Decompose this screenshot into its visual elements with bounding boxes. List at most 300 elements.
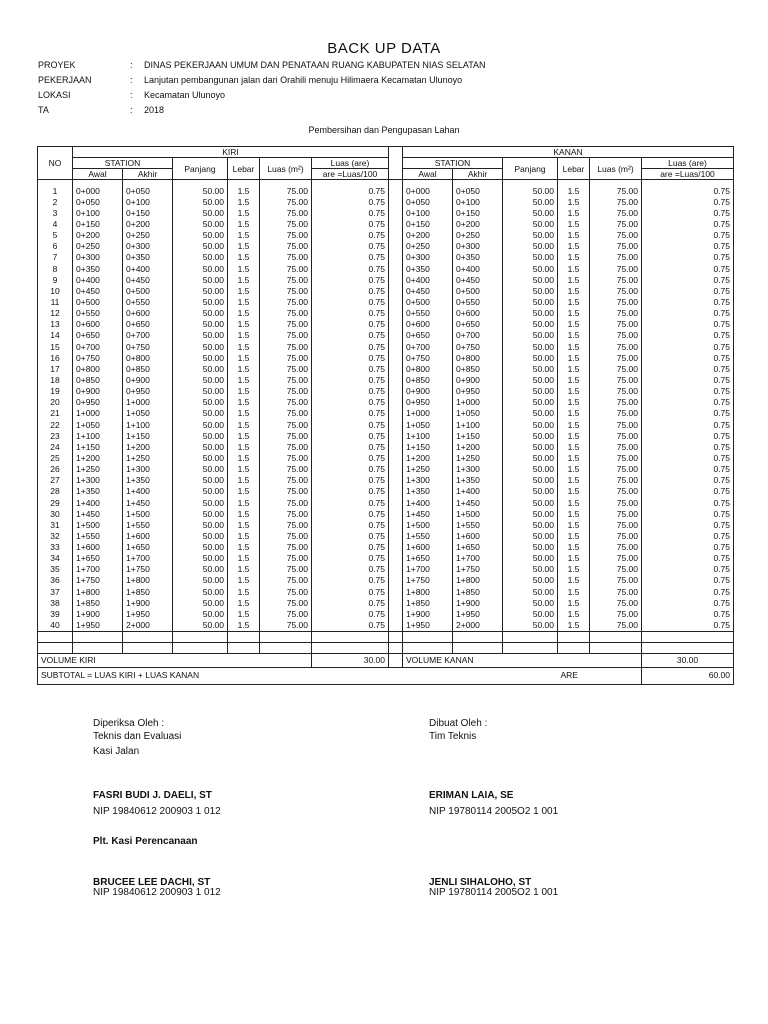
cell-lebar: 1.5 bbox=[228, 186, 260, 197]
cell-lebar: 1.5 bbox=[558, 431, 590, 442]
cell-awal: 1+750 bbox=[73, 575, 123, 586]
cell-akhir: 1+550 bbox=[453, 520, 503, 531]
cell-awal: 1+850 bbox=[73, 598, 123, 609]
cell-panjang: 50.00 bbox=[503, 319, 558, 330]
cell-are: 0.75 bbox=[642, 442, 734, 453]
cell-no: 17 bbox=[38, 364, 73, 375]
cell-panjang: 50.00 bbox=[173, 520, 228, 531]
cell-awal: 1+950 bbox=[73, 620, 123, 632]
cell-no: 24 bbox=[38, 442, 73, 453]
cell-awal: 0+950 bbox=[403, 397, 453, 408]
cell-lebar: 1.5 bbox=[558, 219, 590, 230]
cell-awal: 1+650 bbox=[403, 553, 453, 564]
cell-panjang: 50.00 bbox=[503, 286, 558, 297]
cell-luas: 75.00 bbox=[260, 341, 312, 352]
cell-luas: 75.00 bbox=[260, 230, 312, 241]
cell-lebar: 1.5 bbox=[228, 353, 260, 364]
cell-akhir: 1+250 bbox=[453, 453, 503, 464]
cell-are: 0.75 bbox=[642, 575, 734, 586]
cell-akhir: 0+350 bbox=[123, 252, 173, 263]
cell-no: 36 bbox=[38, 575, 73, 586]
cell-no: 15 bbox=[38, 341, 73, 352]
meta-value: Kecamatan Ulunoyo bbox=[144, 90, 226, 100]
cell-awal: 1+350 bbox=[73, 486, 123, 497]
cell-panjang: 50.00 bbox=[503, 598, 558, 609]
cell-no: 34 bbox=[38, 553, 73, 564]
cell-akhir: 1+850 bbox=[453, 587, 503, 598]
cell-akhir: 1+950 bbox=[123, 609, 173, 620]
cell-lebar: 1.5 bbox=[558, 509, 590, 520]
cell-panjang: 50.00 bbox=[173, 564, 228, 575]
cell-are: 0.75 bbox=[642, 219, 734, 230]
cell-awal: 0+500 bbox=[403, 297, 453, 308]
cell-lebar: 1.5 bbox=[558, 364, 590, 375]
cell-awal: 0+750 bbox=[403, 353, 453, 364]
cell-akhir: 1+400 bbox=[123, 486, 173, 497]
volume-kanan-label: VOLUME KANAN bbox=[403, 653, 642, 667]
cell-are: 0.75 bbox=[312, 609, 389, 620]
cell-awal: 0+250 bbox=[73, 241, 123, 252]
cell-panjang: 50.00 bbox=[503, 497, 558, 508]
cell-are: 0.75 bbox=[642, 275, 734, 286]
cell-akhir: 1+650 bbox=[123, 542, 173, 553]
cell-akhir: 0+900 bbox=[123, 375, 173, 386]
cell-no: 11 bbox=[38, 297, 73, 308]
cell-lebar: 1.5 bbox=[228, 319, 260, 330]
cell-no: 25 bbox=[38, 453, 73, 464]
cell-akhir: 1+950 bbox=[453, 609, 503, 620]
cell-are: 0.75 bbox=[642, 197, 734, 208]
header-station: STATION bbox=[403, 158, 503, 169]
meta-colon: : bbox=[130, 60, 133, 70]
cell-akhir: 1+100 bbox=[123, 419, 173, 430]
cell-are: 0.75 bbox=[312, 197, 389, 208]
cell-are: 0.75 bbox=[312, 442, 389, 453]
cell-are: 0.75 bbox=[312, 553, 389, 564]
cell-lebar: 1.5 bbox=[228, 364, 260, 375]
cell-panjang: 50.00 bbox=[503, 609, 558, 620]
cell-no: 33 bbox=[38, 542, 73, 553]
cell-are: 0.75 bbox=[642, 464, 734, 475]
cell-awal: 1+100 bbox=[403, 431, 453, 442]
cell-awal: 0+350 bbox=[403, 263, 453, 274]
cell-no: 9 bbox=[38, 275, 73, 286]
cell-luas: 75.00 bbox=[590, 553, 642, 564]
cell-luas: 75.00 bbox=[590, 431, 642, 442]
cell-are: 0.75 bbox=[312, 620, 389, 632]
cell-are: 0.75 bbox=[642, 587, 734, 598]
cell-akhir: 1+750 bbox=[123, 564, 173, 575]
cell-lebar: 1.5 bbox=[558, 520, 590, 531]
cell-awal: 1+450 bbox=[403, 509, 453, 520]
cell-luas: 75.00 bbox=[260, 219, 312, 230]
cell-panjang: 50.00 bbox=[503, 208, 558, 219]
cell-awal: 0+050 bbox=[73, 197, 123, 208]
cell-luas: 75.00 bbox=[260, 620, 312, 632]
cell-akhir: 0+450 bbox=[453, 275, 503, 286]
cell-no: 18 bbox=[38, 375, 73, 386]
cell-panjang: 50.00 bbox=[173, 208, 228, 219]
cell-luas: 75.00 bbox=[260, 564, 312, 575]
header-panjang: Panjang bbox=[173, 158, 228, 180]
cell-awal: 0+350 bbox=[73, 263, 123, 274]
cell-lebar: 1.5 bbox=[228, 219, 260, 230]
cell-no: 10 bbox=[38, 286, 73, 297]
cell-lebar: 1.5 bbox=[558, 587, 590, 598]
cell-akhir: 0+350 bbox=[453, 252, 503, 263]
cell-are: 0.75 bbox=[642, 542, 734, 553]
cell-luas: 75.00 bbox=[590, 186, 642, 197]
cell-panjang: 50.00 bbox=[173, 275, 228, 286]
cell-akhir: 0+850 bbox=[123, 364, 173, 375]
cell-luas: 75.00 bbox=[590, 598, 642, 609]
header-kanan: KANAN bbox=[403, 147, 734, 158]
cell-awal: 1+400 bbox=[73, 497, 123, 508]
cell-akhir: 0+150 bbox=[123, 208, 173, 219]
cell-lebar: 1.5 bbox=[228, 475, 260, 486]
cell-panjang: 50.00 bbox=[503, 509, 558, 520]
cell-lebar: 1.5 bbox=[228, 252, 260, 263]
cell-panjang: 50.00 bbox=[173, 442, 228, 453]
cell-akhir: 1+800 bbox=[123, 575, 173, 586]
cell-luas: 75.00 bbox=[590, 208, 642, 219]
cell-awal: 0+300 bbox=[73, 252, 123, 263]
cell-panjang: 50.00 bbox=[173, 241, 228, 252]
cell-luas: 75.00 bbox=[260, 408, 312, 419]
cell-panjang: 50.00 bbox=[173, 431, 228, 442]
cell-panjang: 50.00 bbox=[503, 419, 558, 430]
cell-luas: 75.00 bbox=[260, 375, 312, 386]
cell-no: 27 bbox=[38, 475, 73, 486]
cell-akhir: 0+050 bbox=[123, 186, 173, 197]
header-are-formula: are =Luas/100 bbox=[312, 169, 389, 180]
cell-luas: 75.00 bbox=[260, 475, 312, 486]
checked-by-label: Diperiksa Oleh : bbox=[93, 718, 165, 729]
cell-panjang: 50.00 bbox=[503, 341, 558, 352]
cell-lebar: 1.5 bbox=[558, 464, 590, 475]
cell-lebar: 1.5 bbox=[558, 263, 590, 274]
cell-lebar: 1.5 bbox=[228, 375, 260, 386]
cell-awal: 1+050 bbox=[73, 419, 123, 430]
cell-awal: 1+700 bbox=[403, 564, 453, 575]
cell-lebar: 1.5 bbox=[228, 553, 260, 564]
cell-lebar: 1.5 bbox=[228, 520, 260, 531]
cell-are: 0.75 bbox=[312, 263, 389, 274]
cell-panjang: 50.00 bbox=[173, 219, 228, 230]
cell-akhir: 1+200 bbox=[123, 442, 173, 453]
cell-akhir: 1+750 bbox=[453, 564, 503, 575]
cell-awal: 0+650 bbox=[403, 330, 453, 341]
document-title: BACK UP DATA bbox=[327, 40, 441, 57]
cell-luas: 75.00 bbox=[590, 319, 642, 330]
cell-akhir: 1+800 bbox=[453, 575, 503, 586]
cell-are: 0.75 bbox=[312, 509, 389, 520]
cell-akhir: 0+500 bbox=[123, 286, 173, 297]
cell-luas: 75.00 bbox=[260, 308, 312, 319]
cell-awal: 0+750 bbox=[73, 353, 123, 364]
cell-luas: 75.00 bbox=[590, 197, 642, 208]
cell-luas: 75.00 bbox=[590, 397, 642, 408]
cell-panjang: 50.00 bbox=[503, 397, 558, 408]
cell-lebar: 1.5 bbox=[228, 386, 260, 397]
cell-luas: 75.00 bbox=[260, 497, 312, 508]
cell-awal: 0+150 bbox=[403, 219, 453, 230]
cell-lebar: 1.5 bbox=[558, 252, 590, 263]
cell-luas: 75.00 bbox=[590, 464, 642, 475]
cell-lebar: 1.5 bbox=[228, 241, 260, 252]
cell-are: 0.75 bbox=[312, 564, 389, 575]
cell-luas: 75.00 bbox=[590, 542, 642, 553]
cell-panjang: 50.00 bbox=[173, 408, 228, 419]
cell-are: 0.75 bbox=[642, 419, 734, 430]
cell-are: 0.75 bbox=[642, 241, 734, 252]
cell-panjang: 50.00 bbox=[173, 286, 228, 297]
cell-luas: 75.00 bbox=[590, 609, 642, 620]
cell-luas: 75.00 bbox=[260, 598, 312, 609]
cell-are: 0.75 bbox=[312, 598, 389, 609]
cell-are: 0.75 bbox=[312, 542, 389, 553]
cell-lebar: 1.5 bbox=[228, 341, 260, 352]
cell-panjang: 50.00 bbox=[173, 308, 228, 319]
cell-lebar: 1.5 bbox=[558, 408, 590, 419]
cell-are: 0.75 bbox=[642, 252, 734, 263]
cell-lebar: 1.5 bbox=[558, 330, 590, 341]
cell-awal: 0+100 bbox=[403, 208, 453, 219]
cell-luas: 75.00 bbox=[590, 252, 642, 263]
cell-lebar: 1.5 bbox=[558, 341, 590, 352]
cell-panjang: 50.00 bbox=[173, 453, 228, 464]
cell-are: 0.75 bbox=[312, 575, 389, 586]
cell-panjang: 50.00 bbox=[173, 364, 228, 375]
meta-label: PEKERJAAN bbox=[38, 75, 92, 85]
cell-lebar: 1.5 bbox=[558, 375, 590, 386]
cell-are: 0.75 bbox=[642, 375, 734, 386]
cell-panjang: 50.00 bbox=[173, 542, 228, 553]
cell-awal: 0+200 bbox=[403, 230, 453, 241]
cell-luas: 75.00 bbox=[260, 186, 312, 197]
volume-kiri-label: VOLUME KIRI bbox=[38, 653, 312, 667]
cell-are: 0.75 bbox=[642, 475, 734, 486]
cell-awal: 1+900 bbox=[403, 609, 453, 620]
cell-are: 0.75 bbox=[312, 275, 389, 286]
cell-luas: 75.00 bbox=[260, 241, 312, 252]
cell-are: 0.75 bbox=[642, 319, 734, 330]
cell-panjang: 50.00 bbox=[173, 375, 228, 386]
cell-awal: 0+450 bbox=[403, 286, 453, 297]
cell-akhir: 0+850 bbox=[453, 364, 503, 375]
cell-lebar: 1.5 bbox=[228, 297, 260, 308]
cell-panjang: 50.00 bbox=[173, 419, 228, 430]
cell-awal: 0+400 bbox=[403, 275, 453, 286]
cell-awal: 1+500 bbox=[403, 520, 453, 531]
cell-awal: 1+200 bbox=[73, 453, 123, 464]
cell-akhir: 0+750 bbox=[123, 341, 173, 352]
cell-luas: 75.00 bbox=[260, 575, 312, 586]
meta-label: LOKASI bbox=[38, 90, 71, 100]
cell-akhir: 0+750 bbox=[453, 341, 503, 352]
cell-luas: 75.00 bbox=[590, 520, 642, 531]
meta-colon: : bbox=[130, 75, 133, 85]
cell-akhir: 2+000 bbox=[123, 620, 173, 632]
header-akhir: Akhir bbox=[453, 169, 503, 180]
cell-no: 30 bbox=[38, 509, 73, 520]
cell-panjang: 50.00 bbox=[503, 308, 558, 319]
cell-are: 0.75 bbox=[642, 386, 734, 397]
cell-akhir: 1+050 bbox=[123, 408, 173, 419]
volume-kiri-value: 30.00 bbox=[312, 653, 389, 667]
cell-are: 0.75 bbox=[312, 286, 389, 297]
cell-lebar: 1.5 bbox=[228, 419, 260, 430]
cell-lebar: 1.5 bbox=[558, 286, 590, 297]
cell-luas: 75.00 bbox=[590, 509, 642, 520]
cell-akhir: 0+250 bbox=[123, 230, 173, 241]
cell-are: 0.75 bbox=[312, 219, 389, 230]
cell-akhir: 0+800 bbox=[453, 353, 503, 364]
cell-akhir: 1+200 bbox=[453, 442, 503, 453]
cell-awal: 1+150 bbox=[403, 442, 453, 453]
cell-luas: 75.00 bbox=[260, 486, 312, 497]
cell-are: 0.75 bbox=[642, 297, 734, 308]
cell-akhir: 1+050 bbox=[453, 408, 503, 419]
cell-awal: 0+200 bbox=[73, 230, 123, 241]
cell-lebar: 1.5 bbox=[228, 464, 260, 475]
cell-luas: 75.00 bbox=[590, 263, 642, 274]
cell-lebar: 1.5 bbox=[228, 397, 260, 408]
cell-akhir: 0+500 bbox=[453, 286, 503, 297]
cell-akhir: 0+600 bbox=[453, 308, 503, 319]
cell-panjang: 50.00 bbox=[173, 531, 228, 542]
cell-akhir: 0+250 bbox=[453, 230, 503, 241]
cell-luas: 75.00 bbox=[260, 263, 312, 274]
cell-lebar: 1.5 bbox=[558, 564, 590, 575]
cell-lebar: 1.5 bbox=[228, 230, 260, 241]
cell-akhir: 1+700 bbox=[453, 553, 503, 564]
cell-awal: 0+650 bbox=[73, 330, 123, 341]
cell-panjang: 50.00 bbox=[503, 442, 558, 453]
cell-are: 0.75 bbox=[312, 386, 389, 397]
cell-are: 0.75 bbox=[312, 230, 389, 241]
cell-akhir: 0+150 bbox=[453, 208, 503, 219]
subtotal-label: SUBTOTAL = LUAS KIRI + LUAS KANAN bbox=[38, 667, 558, 684]
cell-akhir: 1+300 bbox=[453, 464, 503, 475]
cell-lebar: 1.5 bbox=[228, 308, 260, 319]
cell-luas: 75.00 bbox=[590, 375, 642, 386]
cell-panjang: 50.00 bbox=[173, 353, 228, 364]
cell-panjang: 50.00 bbox=[503, 252, 558, 263]
cell-akhir: 1+500 bbox=[123, 509, 173, 520]
cell-are: 0.75 bbox=[642, 598, 734, 609]
cell-no: 39 bbox=[38, 609, 73, 620]
cell-are: 0.75 bbox=[642, 564, 734, 575]
cell-are: 0.75 bbox=[642, 620, 734, 632]
header-kiri: KIRI bbox=[73, 147, 389, 158]
work-item-title: Pembersihan dan Pengupasan Lahan bbox=[308, 125, 460, 135]
cell-luas: 75.00 bbox=[590, 286, 642, 297]
cell-are: 0.75 bbox=[312, 408, 389, 419]
header-luas-m2: Luas (m²) bbox=[260, 158, 312, 180]
cell-awal: 0+050 bbox=[403, 197, 453, 208]
cell-panjang: 50.00 bbox=[503, 241, 558, 252]
cell-luas: 75.00 bbox=[260, 453, 312, 464]
cell-panjang: 50.00 bbox=[173, 386, 228, 397]
cell-luas: 75.00 bbox=[590, 297, 642, 308]
cell-awal: 0+900 bbox=[73, 386, 123, 397]
subtotal-unit: ARE bbox=[558, 667, 642, 684]
cell-awal: 1+200 bbox=[403, 453, 453, 464]
cell-panjang: 50.00 bbox=[503, 408, 558, 419]
cell-lebar: 1.5 bbox=[228, 453, 260, 464]
cell-luas: 75.00 bbox=[260, 353, 312, 364]
cell-akhir: 0+300 bbox=[123, 241, 173, 252]
cell-luas: 75.00 bbox=[260, 252, 312, 263]
cell-akhir: 0+550 bbox=[123, 297, 173, 308]
cell-panjang: 50.00 bbox=[503, 542, 558, 553]
cell-luas: 75.00 bbox=[590, 497, 642, 508]
cell-panjang: 50.00 bbox=[503, 464, 558, 475]
cell-awal: 1+300 bbox=[403, 475, 453, 486]
cell-luas: 75.00 bbox=[590, 453, 642, 464]
cell-are: 0.75 bbox=[312, 341, 389, 352]
cell-are: 0.75 bbox=[642, 308, 734, 319]
cell-are: 0.75 bbox=[642, 186, 734, 197]
cell-awal: 1+900 bbox=[73, 609, 123, 620]
header-lebar: Lebar bbox=[558, 158, 590, 180]
meta-value: 2018 bbox=[144, 105, 165, 115]
cell-are: 0.75 bbox=[312, 486, 389, 497]
cell-no: 37 bbox=[38, 587, 73, 598]
cell-are: 0.75 bbox=[312, 241, 389, 252]
meta-label: TA bbox=[38, 105, 49, 115]
cell-awal: 0+950 bbox=[73, 397, 123, 408]
cell-awal: 0+800 bbox=[73, 364, 123, 375]
cell-akhir: 1+150 bbox=[123, 431, 173, 442]
cell-are: 0.75 bbox=[642, 341, 734, 352]
cell-lebar: 1.5 bbox=[558, 486, 590, 497]
cell-akhir: 1+450 bbox=[453, 497, 503, 508]
cell-lebar: 1.5 bbox=[228, 275, 260, 286]
cell-are: 0.75 bbox=[312, 397, 389, 408]
cell-awal: 1+450 bbox=[73, 509, 123, 520]
cell-akhir: 0+450 bbox=[123, 275, 173, 286]
cell-lebar: 1.5 bbox=[228, 587, 260, 598]
cell-luas: 75.00 bbox=[590, 620, 642, 632]
signer-nip: NIP 19780114 2005O2 1 001 bbox=[429, 887, 559, 898]
cell-luas: 75.00 bbox=[260, 553, 312, 564]
cell-awal: 0+600 bbox=[403, 319, 453, 330]
cell-awal: 1+000 bbox=[403, 408, 453, 419]
cell-lebar: 1.5 bbox=[558, 609, 590, 620]
cell-panjang: 50.00 bbox=[503, 375, 558, 386]
made-by-label: Dibuat Oleh : bbox=[429, 718, 488, 729]
cell-luas: 75.00 bbox=[260, 464, 312, 475]
header-luas-are: Luas (are) bbox=[642, 158, 734, 169]
cell-are: 0.75 bbox=[642, 364, 734, 375]
cell-lebar: 1.5 bbox=[228, 509, 260, 520]
cell-awal: 1+100 bbox=[73, 431, 123, 442]
cell-are: 0.75 bbox=[642, 431, 734, 442]
cell-are: 0.75 bbox=[312, 419, 389, 430]
cell-are: 0.75 bbox=[312, 353, 389, 364]
cell-lebar: 1.5 bbox=[558, 531, 590, 542]
cell-luas: 75.00 bbox=[260, 208, 312, 219]
cell-no: 35 bbox=[38, 564, 73, 575]
cell-are: 0.75 bbox=[642, 230, 734, 241]
cell-panjang: 50.00 bbox=[503, 197, 558, 208]
cell-akhir: 0+650 bbox=[453, 319, 503, 330]
cell-luas: 75.00 bbox=[260, 297, 312, 308]
cell-awal: 1+150 bbox=[73, 442, 123, 453]
cell-lebar: 1.5 bbox=[558, 419, 590, 430]
